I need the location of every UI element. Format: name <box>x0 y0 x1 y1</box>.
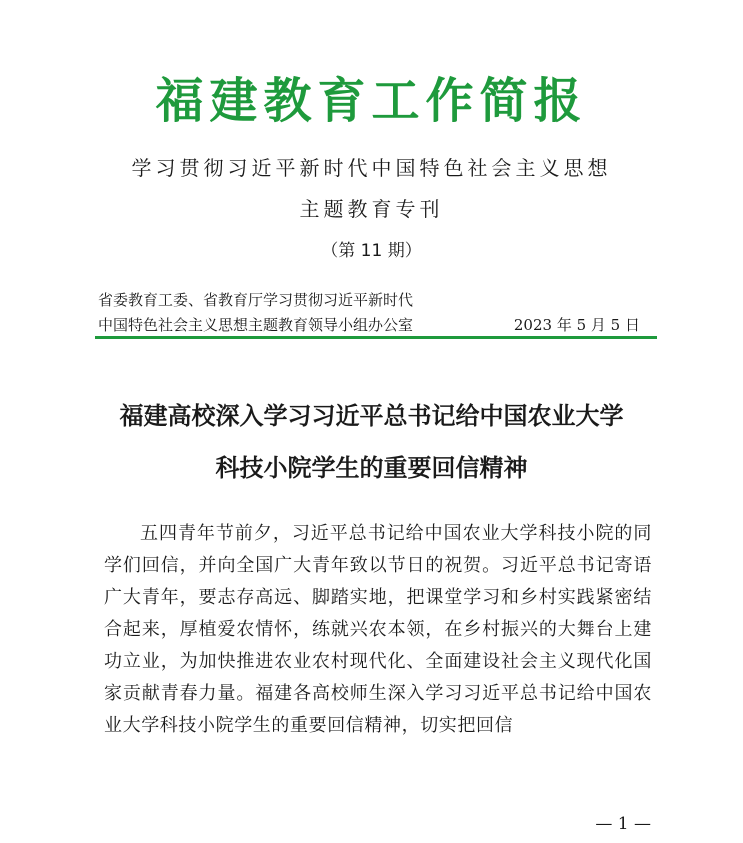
article-headline-line1: 福建高校深入学习习近平总书记给中国农业大学 <box>119 401 624 430</box>
bulletin-masthead-title: 福建教育工作简报 <box>155 73 588 129</box>
issue-number: （第 11 期） <box>321 241 422 261</box>
special-issue-subtitle-line2: 主题教育专刊 <box>299 197 444 221</box>
publish-date: 2023 年 5 月 5 日 <box>513 316 640 334</box>
issuer-line2: 中国特色社会主义思想主题教育领导小组办公室 <box>98 316 414 334</box>
special-issue-subtitle-line1: 学习贯彻习近平新时代中国特色社会主义思想 <box>131 156 612 180</box>
header-divider <box>95 336 657 339</box>
article-headline-line2: 科技小院学生的重要回信精神 <box>215 453 528 482</box>
article-body: 五四青年节前夕，习近平总书记给中国农业大学科技小院的同学们回信，并向全国广大青年致以节日的祝贺。习近平总书记寄语广大青年，要志存高远、脚踏实地，把课堂学习和乡村实践紧密结合起来，厚植爱农情怀，练就兴农本领，在乡村振兴的大舞台上建功立业，为加快推进农业农村现代化、全面建设社会主义现代化国家贡献青春力量。福建各高校师生深入学习习近平总书记给中国农业大学科技小院学生的重要回信精神，切实把回信 <box>104 523 652 736</box>
issuer-line1: 省委教育工委、省教育厅学习贯彻习近平新时代 <box>98 291 414 309</box>
page-number: — 1 — <box>595 814 651 834</box>
